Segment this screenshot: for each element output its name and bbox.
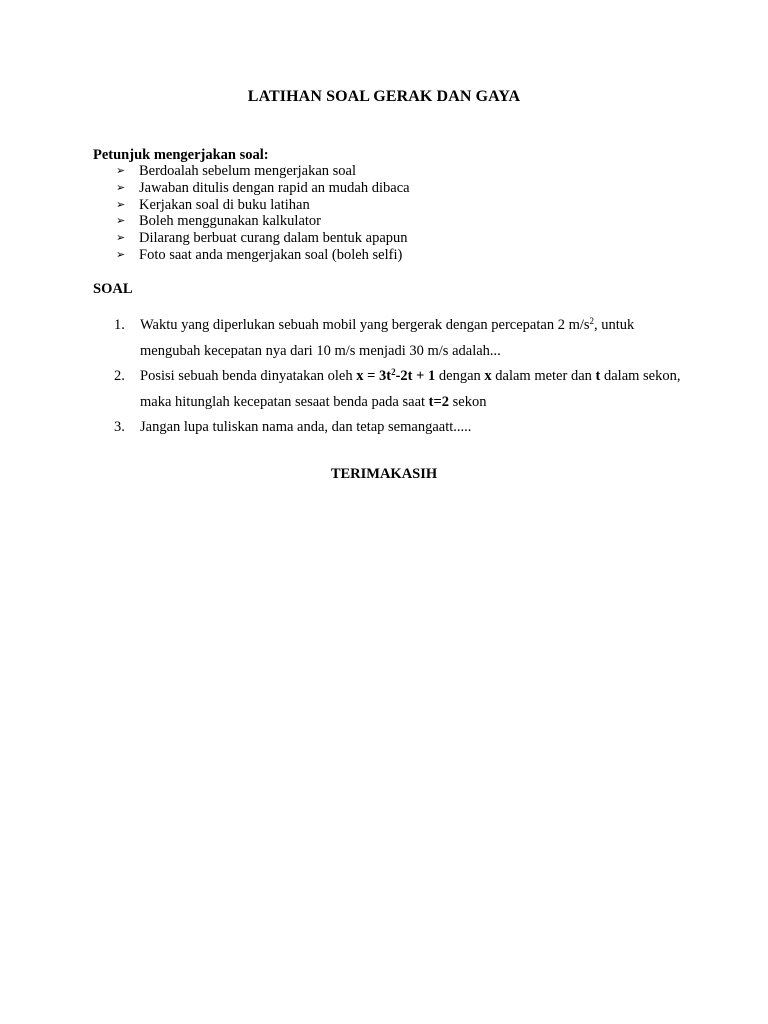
arrowhead-bullet-icon: ➢	[116, 248, 126, 261]
list-item: ➢ Jawaban ditulis dengan rapid an mudah dibaca	[116, 179, 410, 196]
soal-heading: SOAL	[93, 281, 133, 297]
page-title: LATIHAN SOAL GERAK DAN GAYA	[247, 88, 521, 105]
question-item	[114, 313, 684, 364]
list-item: ➢ Dilarang berbuat curang dalam bentuk apapun	[116, 230, 408, 247]
list-item: ➢ Berdoalah sebelum mengerjakan soal	[116, 163, 357, 179]
arrowhead-bullet-icon: ➢	[116, 198, 126, 211]
position-equation: $x = 3t^2-2t + 1$	[356, 367, 436, 384]
arrowhead-bullet-icon: ➢	[116, 232, 126, 245]
list-item: ➢ Boleh menggunakan kalkulator	[116, 213, 322, 230]
question-item	[114, 364, 684, 415]
arrowhead-bullet-icon: ➢	[116, 165, 126, 177]
questions-list	[114, 313, 684, 441]
question-number: 2.	[114, 368, 125, 384]
list-item: ➢ Foto saat anda mengerjakan soal (boleh selfi)	[116, 246, 403, 263]
arrowhead-bullet-icon: ➢	[116, 181, 126, 194]
question-text: Jangan lupa tuliskan nama anda, dan tetap semangaatt.....	[140, 419, 472, 435]
question-text: Waktu yang diperlukan sebuah mobil yang bergerak dengan percepatan 2 $m/s^2$, untuk mengubah kecepatan nya dari 10 m/s menjadi 30 m/s adalah...	[140, 316, 635, 359]
closing-text: TERIMAKASIH	[330, 466, 438, 482]
question-number: 3.	[114, 419, 125, 435]
question-text: Posisi sebuah benda dinyatakan oleh $x = 3t^2-2t + 1$ dengan x dalam meter dan t dalam sekon, maka hitunglah kecepatan sesaat benda pada saat t=2 sekon	[140, 367, 681, 410]
list-item: ➢ Kerjakan soal di buku latihan	[116, 196, 310, 213]
question-item	[114, 415, 684, 441]
question-number: 1.	[114, 317, 125, 333]
instructions-list	[116, 163, 410, 264]
arrowhead-bullet-icon: ➢	[116, 215, 126, 228]
instructions-heading: Petunjuk mengerjakan soal:	[93, 147, 269, 163]
